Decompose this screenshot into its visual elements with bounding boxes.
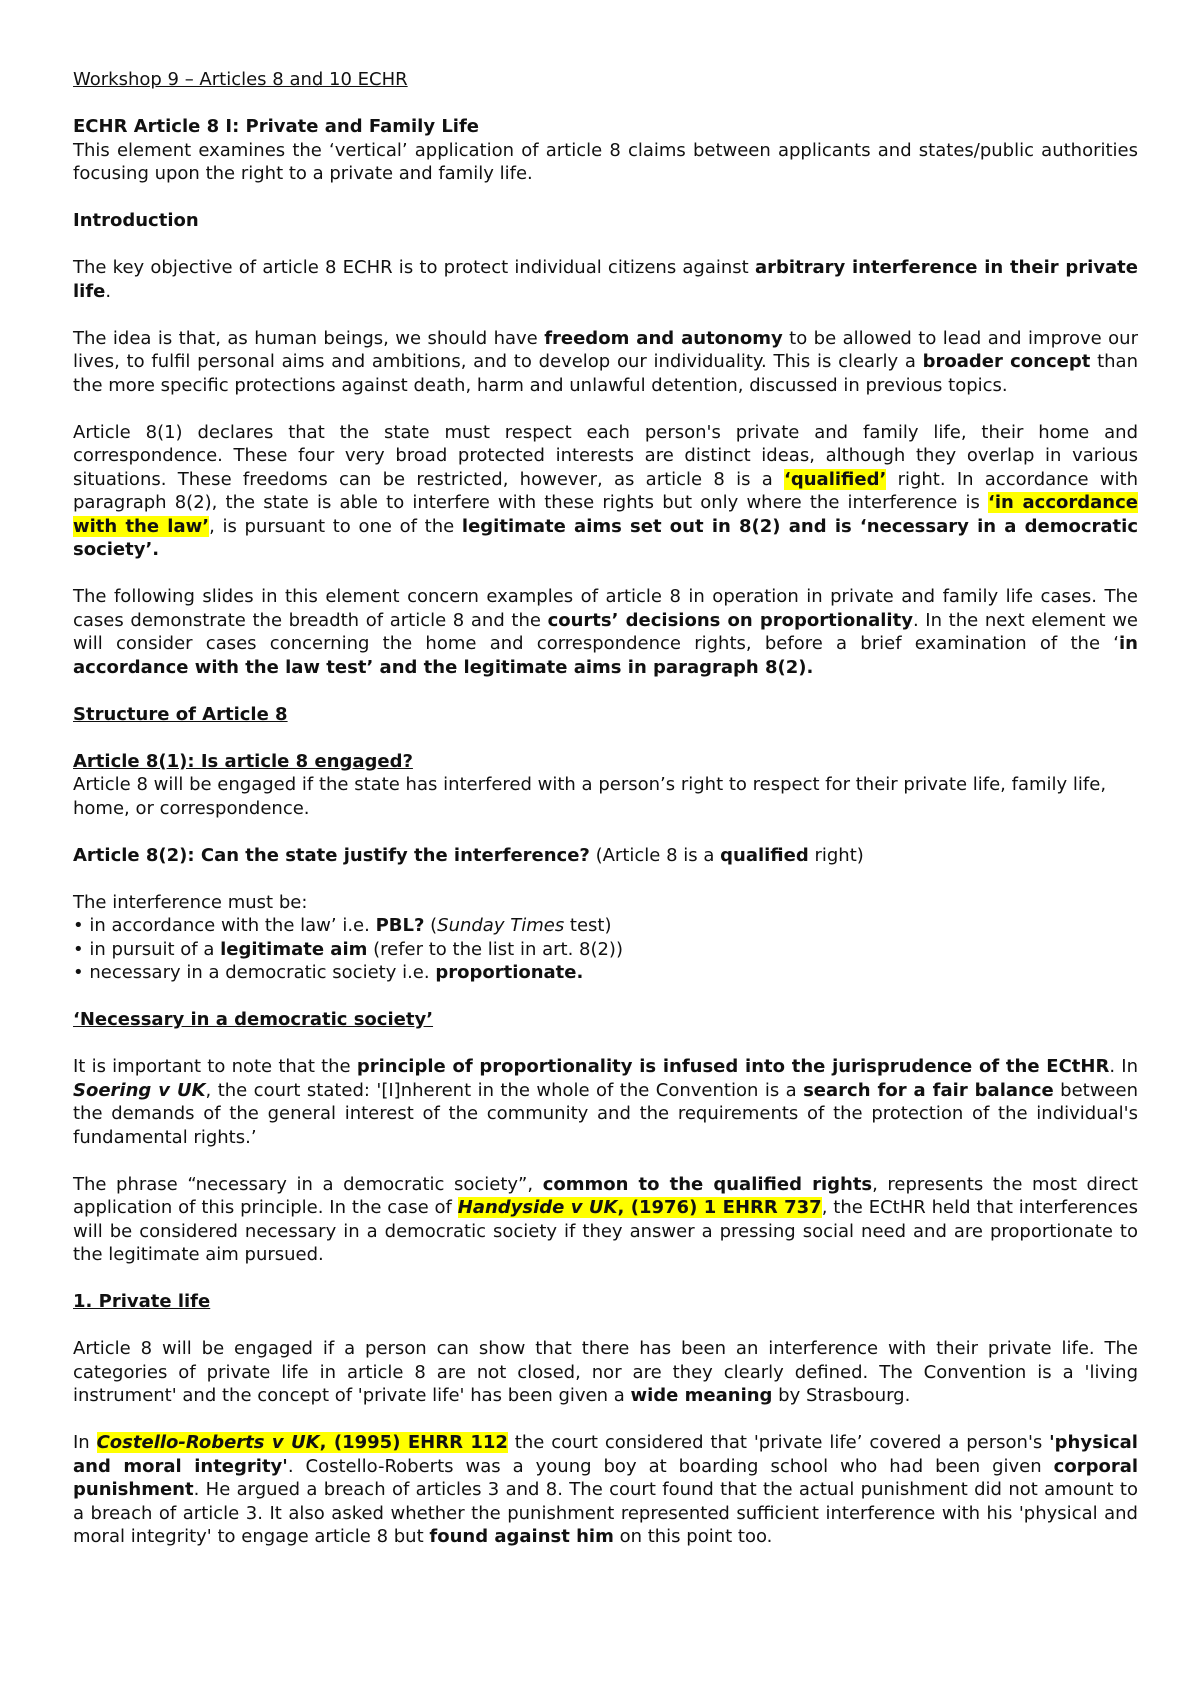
law-highlight: ‘in accordance with the law’ <box>73 492 1138 537</box>
list-item: • in pursuit of a legitimate aim (refer to the list in art. 8(2)) <box>73 938 1138 962</box>
necessary-heading: ‘Necessary in a democratic society’ <box>73 1009 434 1030</box>
document-title: Workshop 9 – Articles 8 and 10 ECHR <box>73 69 408 90</box>
introduction-paragraph-2: The idea is that, as human beings, we should have freedom and autonomy to be allowed to lead and improve our lives, to fulfil personal aims and ambitions, and to develop our individuality. This is clearly a broader concept than the more specific protections against death, harm and unlawful detention, discussed in previous topics. <box>73 327 1138 396</box>
private-life-heading: 1. Private life <box>73 1291 211 1312</box>
private-life-paragraph-2: In Costello-Roberts v UK, (1995) EHRR 112 the court considered that 'private life’ covered a person's 'physical and moral integrity'. Costello-Roberts was a young boy at boarding school who had been given corporal punishment. He argued a breach of articles 3 and 8. The court found that the actual punishment did not amount to a breach of article 3. It also asked whether the punishment represented sufficient interference with his 'physical and moral integrity' to engage article 8 but found against him on this point too. <box>73 1432 1139 1547</box>
introduction-paragraph-3: Article 8(1) declares that the state must respect each person's private and family life, their home and correspondence. These four very broad protected interests are distinct ideas, although they overlap in various situations. These freedoms can be restricted, however, as article 8 is a ‘qualified’ right. In accordance with paragraph 8(2), the state is able to interfere with these rights but only where the interference is ‘in accordance with the law’, is pursuant to one of the legitimate aims set out in 8(2) and is ‘necessary in a democratic society’. <box>73 421 1139 560</box>
introduction-paragraph-1: The key objective of article 8 ECHR is to protect individual citizens against arbitrary interference in their private life. <box>73 257 1138 302</box>
structure-heading: Structure of Article 8 <box>73 703 288 725</box>
introduction-heading: Introduction <box>73 210 199 231</box>
costello-highlight: Costello-Roberts v UK, (1995) EHRR 112 <box>96 1432 508 1453</box>
article-8-1-heading: Article 8(1): Is article 8 engaged? <box>73 750 413 772</box>
introduction-paragraph-4: The following slides in this element concern examples of article 8 in operation in private and family life cases. The cases demonstrate the breadth of article 8 and the courts’ decisions on proportionality. In the next element we will consider cases concerning the home and correspondence rights, before a brief examination of the ‘in accordance with the law test’ and the legitimate aims in paragraph 8(2). <box>73 586 1138 678</box>
necessary-paragraph-2: The phrase “necessary in a democratic society”, common to the qualified rights, represents the most direct application of this principle. In the case of Handyside v UK, (1976) 1 EHRR 737, the ECtHR held that interferences will be considered necessary in a democratic society if they answer a pressing social need and are proportionate to the legitimate aim pursued. <box>73 1173 1139 1265</box>
list-item: • in accordance with the law’ i.e. PBL? (Sunday Times test) <box>73 914 1138 938</box>
interference-list <box>73 914 1138 985</box>
interference-intro: The interference must be: <box>73 891 308 913</box>
private-life-paragraph-1: Article 8 will be engaged if a person can show that there has been an interference with their private life. The categories of private life in article 8 are not closed, nor are they clearly defined. The Convention is a 'living instrument' and the concept of 'private life' has been given a wide meaning by Strasbourg. <box>73 1338 1138 1406</box>
qualified-highlight: ‘qualified’ <box>784 468 887 490</box>
section-heading: ECHR Article 8 I: Private and Family Life <box>73 116 480 137</box>
handyside-highlight: Handyside v UK, (1976) 1 EHRR 737 <box>457 1197 822 1218</box>
article-8-2-heading: Article 8(2): Can the state justify the interference? (Article 8 is a qualified right) <box>73 844 864 866</box>
article-8-1-text: Article 8 will be engaged if the state has interfered with a person’s right to respect for their private life, family life, home, or correspondence. <box>73 774 1107 819</box>
intro-text: This element examines the ‘vertical’ application of article 8 claims between applicants and states/public authorities focusing upon the right to a private and family life. <box>73 139 1138 184</box>
list-item: • necessary in a democratic society i.e. proportionate. <box>73 961 1138 985</box>
necessary-paragraph-1: It is important to note that the principle of proportionality is infused into the jurisprudence of the ECtHR. In Soering v UK, the court stated: '[I]nherent in the whole of the Convention is a search for a fair balance between the demands of the general interest of the community and the requirements of the protection of the individual's fundamental rights.’ <box>73 1056 1138 1148</box>
